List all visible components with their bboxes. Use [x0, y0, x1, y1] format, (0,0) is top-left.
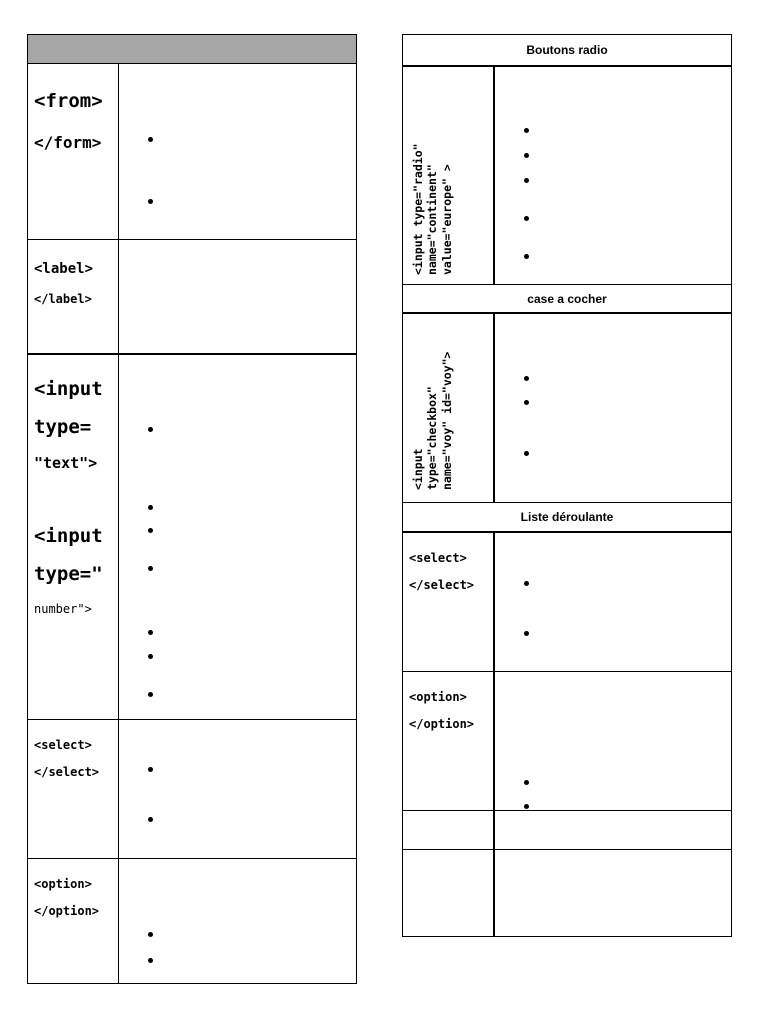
- list-bullet: [148, 767, 153, 772]
- list-bullet: [524, 216, 529, 221]
- list-bullet: [524, 804, 529, 809]
- radio-input-code: <input type="radio" name="continent" value="europe" >: [411, 143, 454, 275]
- table-row: [403, 671, 731, 810]
- list-bullet: [148, 505, 153, 510]
- section-title-select: Liste déroulante: [403, 502, 731, 531]
- list-bullet: [524, 780, 529, 785]
- checkbox-input-code: <input type="checkbox" name="voy" id="voy">: [411, 351, 454, 490]
- list-bullet: [148, 137, 153, 142]
- right-table: [402, 34, 732, 937]
- list-bullet: [524, 254, 529, 259]
- left-table-header-row: [28, 35, 356, 63]
- list-bullet: [524, 631, 529, 636]
- table-row: [28, 239, 356, 353]
- list-bullet: [148, 692, 153, 697]
- section-title-radio: Boutons radio: [526, 43, 608, 57]
- label-tag-code: <label> </label>: [34, 260, 94, 307]
- list-bullet: [148, 566, 153, 571]
- list-bullet: [148, 932, 153, 937]
- list-bullet: [524, 153, 529, 158]
- list-bullet: [148, 958, 153, 963]
- list-bullet: [148, 630, 153, 635]
- table-row: [403, 810, 731, 849]
- table-row: [403, 531, 731, 671]
- table-row: [403, 312, 731, 502]
- table-row: [28, 63, 356, 239]
- section-title-checkbox: case a cocher: [403, 284, 731, 312]
- input-tag-code: <input type= "text"> <input type=" number">: [34, 378, 103, 616]
- list-bullet: [148, 817, 153, 822]
- option-tag-code-right: <option> </option>: [409, 690, 475, 732]
- select-tag-code-right: <select> </select>: [409, 551, 475, 593]
- option-tag-code: <option> </option>: [34, 877, 100, 919]
- table-row: [28, 858, 356, 984]
- list-bullet: [148, 199, 153, 204]
- list-bullet: [524, 451, 529, 456]
- form-tag-code: <from> </form>: [34, 90, 103, 152]
- left-table: [27, 34, 357, 984]
- list-bullet: [524, 128, 529, 133]
- table-row: [28, 353, 356, 719]
- table-row: [403, 849, 731, 937]
- list-bullet: [148, 427, 153, 432]
- list-bullet: [148, 654, 153, 659]
- table-row: [403, 65, 731, 284]
- table-row: [28, 719, 356, 858]
- list-bullet: [524, 178, 529, 183]
- list-bullet: [524, 376, 529, 381]
- list-bullet: [148, 528, 153, 533]
- list-bullet: [524, 581, 529, 586]
- select-tag-code: <select> </select>: [34, 738, 100, 780]
- list-bullet: [524, 400, 529, 405]
